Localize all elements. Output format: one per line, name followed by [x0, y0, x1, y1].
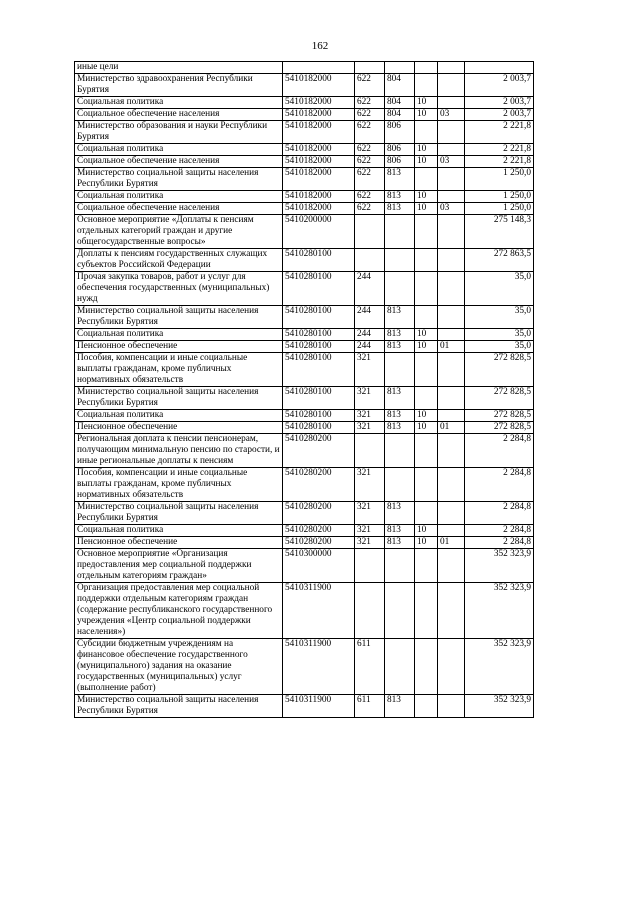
subsection-cell — [438, 695, 465, 718]
ministry-code-cell — [385, 215, 415, 249]
row-name-cell: Социальная политика — [75, 97, 283, 109]
row-name-cell: иные цели — [75, 62, 283, 74]
amount-cell: 1 250,0 — [465, 168, 534, 191]
ministry-code-cell: 813 — [385, 341, 415, 353]
table-row — [75, 191, 534, 203]
table-row — [75, 74, 534, 97]
amount-cell: 352 323,9 — [465, 549, 534, 583]
expense-type-cell: 244 — [355, 306, 385, 329]
amount-cell: 352 323,9 — [465, 695, 534, 718]
subsection-cell — [438, 121, 465, 144]
expense-type-cell: 321 — [355, 410, 385, 422]
table-row — [75, 537, 534, 549]
table-row — [75, 156, 534, 168]
target-article-cell: 5410182000 — [283, 144, 355, 156]
row-name-cell: Пособия, компенсации и иные социальные выплаты гражданам, кроме публичных нормативных обязательств — [75, 468, 283, 502]
section-cell — [415, 121, 438, 144]
expense-type-cell: 244 — [355, 329, 385, 341]
table-row — [75, 583, 534, 639]
subsection-cell — [438, 272, 465, 306]
table-row — [75, 215, 534, 249]
table-body — [75, 62, 534, 718]
row-name-cell: Социальная политика — [75, 410, 283, 422]
row-name-cell: Пенсионное обеспечение — [75, 341, 283, 353]
row-name-cell: Социальная политика — [75, 191, 283, 203]
section-cell — [415, 62, 438, 74]
target-article-cell: 5410280100 — [283, 341, 355, 353]
ministry-code-cell: 813 — [385, 191, 415, 203]
expense-type-cell — [355, 62, 385, 74]
subsection-cell — [438, 215, 465, 249]
target-article-cell: 5410280200 — [283, 502, 355, 525]
ministry-code-cell: 806 — [385, 144, 415, 156]
ministry-code-cell — [385, 468, 415, 502]
expense-type-cell: 611 — [355, 639, 385, 695]
target-article-cell: 5410280100 — [283, 353, 355, 387]
subsection-cell — [438, 97, 465, 109]
table-row — [75, 353, 534, 387]
expense-type-cell: 321 — [355, 387, 385, 410]
table-row — [75, 249, 534, 272]
target-article-cell: 5410182000 — [283, 97, 355, 109]
target-article-cell: 5410280100 — [283, 272, 355, 306]
amount-cell: 272 828,5 — [465, 353, 534, 387]
subsection-cell — [438, 74, 465, 97]
subsection-cell — [438, 502, 465, 525]
target-article-cell: 5410280100 — [283, 329, 355, 341]
amount-cell: 272 863,5 — [465, 249, 534, 272]
subsection-cell — [438, 639, 465, 695]
expense-type-cell: 244 — [355, 341, 385, 353]
ministry-code-cell: 804 — [385, 109, 415, 121]
ministry-code-cell — [385, 353, 415, 387]
amount-cell: 2 284,8 — [465, 537, 534, 549]
ministry-code-cell: 813 — [385, 410, 415, 422]
amount-cell: 352 323,9 — [465, 583, 534, 639]
amount-cell: 275 148,3 — [465, 215, 534, 249]
expense-type-cell: 321 — [355, 468, 385, 502]
section-cell — [415, 387, 438, 410]
section-cell — [415, 639, 438, 695]
row-name-cell: Основное мероприятие «Организация предоставления мер социальной поддержки отдельным категориям граждан» — [75, 549, 283, 583]
expense-type-cell: 321 — [355, 422, 385, 434]
table-row — [75, 422, 534, 434]
amount-cell — [465, 62, 534, 74]
target-article-cell: 5410182000 — [283, 168, 355, 191]
ministry-code-cell: 813 — [385, 537, 415, 549]
expense-type-cell — [355, 249, 385, 272]
target-article-cell: 5410182000 — [283, 74, 355, 97]
ministry-code-cell: 813 — [385, 203, 415, 215]
target-article-cell: 5410280100 — [283, 249, 355, 272]
section-cell: 10 — [415, 422, 438, 434]
table-row — [75, 168, 534, 191]
subsection-cell — [438, 387, 465, 410]
table-row — [75, 144, 534, 156]
ministry-code-cell: 806 — [385, 121, 415, 144]
target-article-cell: 5410182000 — [283, 156, 355, 168]
section-cell — [415, 74, 438, 97]
expense-type-cell: 321 — [355, 502, 385, 525]
ministry-code-cell: 813 — [385, 329, 415, 341]
row-name-cell: Министерство социальной защиты населения Республики Бурятия — [75, 502, 283, 525]
subsection-cell: 03 — [438, 203, 465, 215]
subsection-cell — [438, 468, 465, 502]
subsection-cell — [438, 168, 465, 191]
table-row — [75, 695, 534, 718]
ministry-code-cell: 813 — [385, 306, 415, 329]
amount-cell: 35,0 — [465, 272, 534, 306]
row-name-cell: Министерство образования и науки Республики Бурятия — [75, 121, 283, 144]
subsection-cell — [438, 191, 465, 203]
section-cell: 10 — [415, 525, 438, 537]
ministry-code-cell — [385, 434, 415, 468]
target-article-cell: 5410311900 — [283, 695, 355, 718]
row-name-cell: Региональная доплата к пенсии пенсионерам, получающим минимальную пенсию по старости, и иные региональные доплаты к пенсиям — [75, 434, 283, 468]
ministry-code-cell: 813 — [385, 502, 415, 525]
section-cell: 10 — [415, 191, 438, 203]
ministry-code-cell: 813 — [385, 387, 415, 410]
row-name-cell: Субсидии бюджетным учреждениям на финансовое обеспечение государственного (муниципального) задания на оказание государственных (муниципальных) услуг (выполнение работ) — [75, 639, 283, 695]
expense-type-cell: 622 — [355, 203, 385, 215]
target-article-cell: 5410182000 — [283, 191, 355, 203]
section-cell — [415, 272, 438, 306]
subsection-cell — [438, 249, 465, 272]
amount-cell: 2 221,8 — [465, 144, 534, 156]
row-name-cell: Социальное обеспечение населения — [75, 156, 283, 168]
amount-cell: 2 284,8 — [465, 502, 534, 525]
subsection-cell — [438, 583, 465, 639]
section-cell: 10 — [415, 329, 438, 341]
row-name-cell: Министерство социальной защиты населения Республики Бурятия — [75, 306, 283, 329]
expense-type-cell: 622 — [355, 168, 385, 191]
expense-type-cell: 321 — [355, 525, 385, 537]
expense-type-cell — [355, 215, 385, 249]
target-article-cell: 5410280200 — [283, 525, 355, 537]
amount-cell: 272 828,5 — [465, 422, 534, 434]
table-row — [75, 410, 534, 422]
expense-type-cell: 622 — [355, 74, 385, 97]
ministry-code-cell — [385, 249, 415, 272]
expense-type-cell: 244 — [355, 272, 385, 306]
ministry-code-cell — [385, 583, 415, 639]
target-article-cell: 5410182000 — [283, 203, 355, 215]
amount-cell: 35,0 — [465, 306, 534, 329]
expense-type-cell — [355, 549, 385, 583]
section-cell: 10 — [415, 156, 438, 168]
amount-cell: 1 250,0 — [465, 203, 534, 215]
subsection-cell — [438, 525, 465, 537]
section-cell — [415, 502, 438, 525]
target-article-cell: 5410280200 — [283, 434, 355, 468]
amount-cell: 272 828,5 — [465, 387, 534, 410]
table-row — [75, 468, 534, 502]
table-row — [75, 306, 534, 329]
target-article-cell: 5410182000 — [283, 109, 355, 121]
amount-cell: 35,0 — [465, 329, 534, 341]
section-cell: 10 — [415, 97, 438, 109]
amount-cell: 2 221,8 — [465, 156, 534, 168]
amount-cell: 2 284,8 — [465, 434, 534, 468]
expense-type-cell: 321 — [355, 537, 385, 549]
target-article-cell: 5410300000 — [283, 549, 355, 583]
amount-cell: 2 221,8 — [465, 121, 534, 144]
ministry-code-cell: 804 — [385, 97, 415, 109]
subsection-cell: 01 — [438, 422, 465, 434]
ministry-code-cell — [385, 62, 415, 74]
row-name-cell: Социальное обеспечение населения — [75, 109, 283, 121]
section-cell — [415, 468, 438, 502]
row-name-cell: Министерство здравоохранения Республики Бурятия — [75, 74, 283, 97]
ministry-code-cell — [385, 272, 415, 306]
section-cell: 10 — [415, 537, 438, 549]
amount-cell: 2 284,8 — [465, 525, 534, 537]
table-row — [75, 272, 534, 306]
ministry-code-cell: 813 — [385, 422, 415, 434]
table-row — [75, 109, 534, 121]
row-name-cell: Доплаты к пенсиям государственных служащих субъектов Российской Федерации — [75, 249, 283, 272]
amount-cell: 2 284,8 — [465, 468, 534, 502]
expense-type-cell: 622 — [355, 97, 385, 109]
section-cell: 10 — [415, 109, 438, 121]
expense-type-cell: 611 — [355, 695, 385, 718]
table-row — [75, 525, 534, 537]
row-name-cell: Министерство социальной защиты населения Республики Бурятия — [75, 168, 283, 191]
amount-cell: 352 323,9 — [465, 639, 534, 695]
table-row — [75, 502, 534, 525]
section-cell — [415, 549, 438, 583]
row-name-cell: Социальная политика — [75, 144, 283, 156]
target-article-cell: 5410311900 — [283, 639, 355, 695]
row-name-cell: Социальное обеспечение населения — [75, 203, 283, 215]
subsection-cell — [438, 306, 465, 329]
section-cell — [415, 249, 438, 272]
target-article-cell: 5410280100 — [283, 306, 355, 329]
target-article-cell: 5410280100 — [283, 387, 355, 410]
row-name-cell: Прочая закупка товаров, работ и услуг для обеспечения государственных (муниципальных) нужд — [75, 272, 283, 306]
subsection-cell — [438, 410, 465, 422]
section-cell — [415, 353, 438, 387]
table-row — [75, 434, 534, 468]
section-cell — [415, 583, 438, 639]
table-row — [75, 121, 534, 144]
expense-type-cell: 622 — [355, 191, 385, 203]
budget-table — [74, 61, 534, 718]
section-cell — [415, 306, 438, 329]
section-cell: 10 — [415, 410, 438, 422]
row-name-cell: Социальная политика — [75, 525, 283, 537]
expense-type-cell — [355, 583, 385, 639]
expense-type-cell — [355, 434, 385, 468]
target-article-cell: 5410280100 — [283, 422, 355, 434]
table-row — [75, 387, 534, 410]
ministry-code-cell: 813 — [385, 525, 415, 537]
ministry-code-cell: 813 — [385, 168, 415, 191]
row-name-cell: Социальная политика — [75, 329, 283, 341]
subsection-cell — [438, 434, 465, 468]
subsection-cell — [438, 329, 465, 341]
section-cell: 10 — [415, 203, 438, 215]
ministry-code-cell: 806 — [385, 156, 415, 168]
table-row — [75, 97, 534, 109]
section-cell — [415, 434, 438, 468]
table-row — [75, 341, 534, 353]
subsection-cell: 01 — [438, 537, 465, 549]
target-article-cell: 5410280200 — [283, 537, 355, 549]
section-cell — [415, 168, 438, 191]
expense-type-cell: 622 — [355, 121, 385, 144]
page-number: 162 — [311, 40, 329, 52]
row-name-cell: Министерство социальной защиты населения Республики Бурятия — [75, 387, 283, 410]
target-article-cell: 5410311900 — [283, 583, 355, 639]
section-cell: 10 — [415, 341, 438, 353]
target-article-cell: 5410182000 — [283, 121, 355, 144]
subsection-cell: 03 — [438, 109, 465, 121]
amount-cell: 2 003,7 — [465, 109, 534, 121]
target-article-cell: 5410280200 — [283, 468, 355, 502]
section-cell: 10 — [415, 144, 438, 156]
section-cell — [415, 695, 438, 718]
expense-type-cell: 622 — [355, 144, 385, 156]
subsection-cell — [438, 549, 465, 583]
row-name-cell: Пенсионное обеспечение — [75, 422, 283, 434]
row-name-cell: Организация предоставления мер социальной поддержки отдельным категориям граждан (содержание республиканского государственного учреждения «Центр социальной поддержки населения») — [75, 583, 283, 639]
table-row — [75, 549, 534, 583]
subsection-cell — [438, 353, 465, 387]
row-name-cell: Министерство социальной защиты населения Республики Бурятия — [75, 695, 283, 718]
ministry-code-cell: 804 — [385, 74, 415, 97]
section-cell — [415, 215, 438, 249]
amount-cell: 35,0 — [465, 341, 534, 353]
target-article-cell: 5410280100 — [283, 410, 355, 422]
table-row — [75, 639, 534, 695]
expense-type-cell: 622 — [355, 156, 385, 168]
expense-type-cell: 622 — [355, 109, 385, 121]
expense-type-cell: 321 — [355, 353, 385, 387]
subsection-cell — [438, 62, 465, 74]
amount-cell: 272 828,5 — [465, 410, 534, 422]
ministry-code-cell — [385, 639, 415, 695]
table-row — [75, 62, 534, 74]
amount-cell: 2 003,7 — [465, 74, 534, 97]
ministry-code-cell: 813 — [385, 695, 415, 718]
table-row — [75, 329, 534, 341]
subsection-cell — [438, 144, 465, 156]
amount-cell: 2 003,7 — [465, 97, 534, 109]
row-name-cell: Основное мероприятие «Доплаты к пенсиям отдельных категорий граждан и другие общегосударственные вопросы» — [75, 215, 283, 249]
subsection-cell: 03 — [438, 156, 465, 168]
table-row — [75, 203, 534, 215]
subsection-cell: 01 — [438, 341, 465, 353]
target-article-cell — [283, 62, 355, 74]
target-article-cell: 5410200000 — [283, 215, 355, 249]
amount-cell: 1 250,0 — [465, 191, 534, 203]
row-name-cell: Пособия, компенсации и иные социальные выплаты гражданам, кроме публичных нормативных обязательств — [75, 353, 283, 387]
ministry-code-cell — [385, 549, 415, 583]
row-name-cell: Пенсионное обеспечение — [75, 537, 283, 549]
